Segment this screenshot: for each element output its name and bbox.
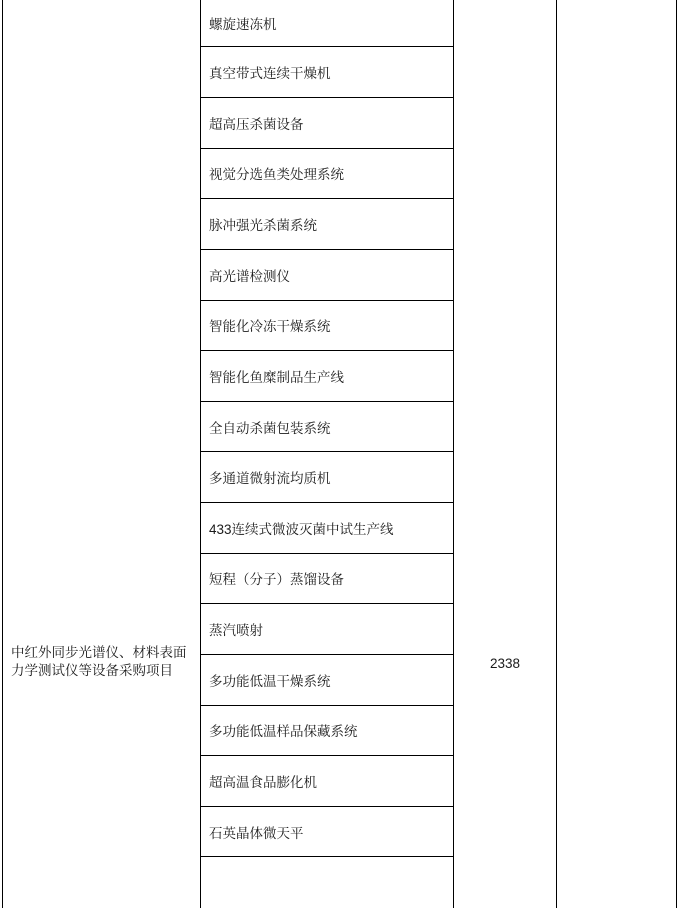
equipment-row <box>201 402 453 453</box>
equipment-row <box>201 706 453 757</box>
equipment-row <box>201 98 453 149</box>
equipment-name: 石英晶体微天平 <box>209 825 304 841</box>
equipment-list-column <box>200 0 453 908</box>
project-name-cell <box>2 0 200 908</box>
equipment-name: 多通道微射流均质机 <box>209 471 331 487</box>
equipment-row <box>201 47 453 98</box>
equipment-row <box>201 301 453 352</box>
equipment-name: 短程（分子）蒸馏设备 <box>209 572 344 588</box>
equipment-name: 视觉分选鱼类处理系统 <box>209 167 344 183</box>
equipment-row <box>201 351 453 402</box>
equipment-row-partial <box>201 857 453 908</box>
amount-cell <box>453 0 556 908</box>
equipment-name: 高光谱检测仪 <box>209 268 290 284</box>
equipment-row <box>201 503 453 554</box>
equipment-row <box>201 604 453 655</box>
equipment-row <box>201 0 453 47</box>
equipment-row <box>201 199 453 250</box>
equipment-row <box>201 250 453 301</box>
equipment-name: 真空带式连续干燥机 <box>209 66 331 82</box>
equipment-row <box>201 452 453 503</box>
equipment-row <box>201 554 453 605</box>
equipment-name: 多功能低温样品保藏系统 <box>209 724 358 740</box>
equipment-name: 全自动杀菌包装系统 <box>209 420 331 436</box>
equipment-name: 超高温食品膨化机 <box>209 774 317 790</box>
amount-value: 2338 <box>489 656 521 671</box>
equipment-name: 脉冲强光杀菌系统 <box>209 218 317 234</box>
equipment-row <box>201 756 453 807</box>
equipment-name: 螺旋速冻机 <box>209 17 277 33</box>
equipment-name: 智能化冷冻干燥系统 <box>209 319 331 335</box>
equipment-name: 智能化鱼糜制品生产线 <box>209 369 344 385</box>
empty-cell <box>556 0 677 908</box>
equipment-name: 超高压杀菌设备 <box>209 116 304 132</box>
project-name: 中红外同步光谱仪、材料表面力学测试仪等设备采购项目 <box>11 645 187 678</box>
equipment-row <box>201 655 453 706</box>
equipment-name: 蒸汽喷射 <box>209 623 263 639</box>
equipment-row <box>201 149 453 200</box>
equipment-name: 多功能低温干燥系统 <box>209 673 331 689</box>
equipment-name: 433连续式微波灭菌中试生产线 <box>209 521 394 537</box>
equipment-row <box>201 807 453 858</box>
